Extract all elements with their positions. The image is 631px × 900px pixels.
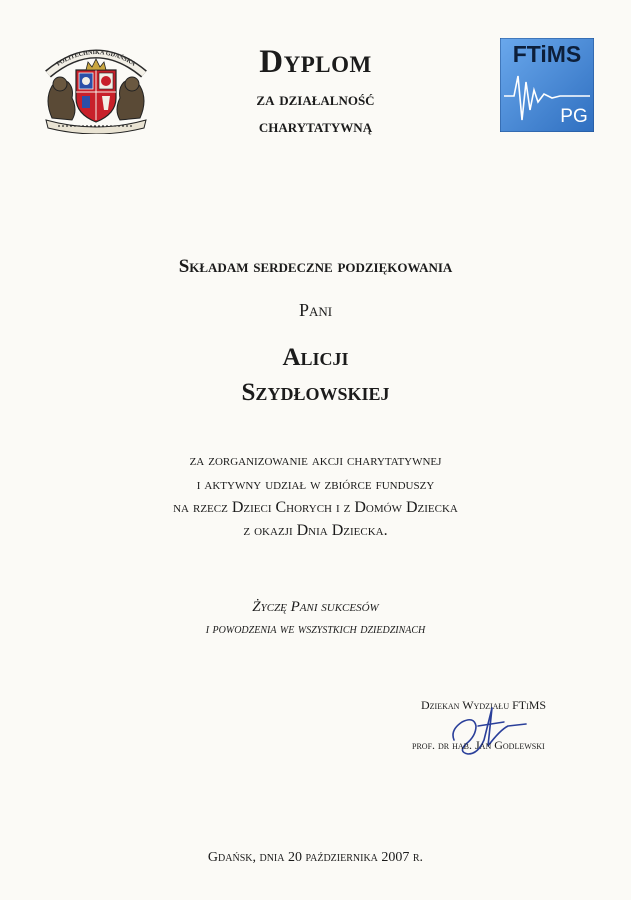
recipient-first-name: Alicji bbox=[282, 344, 349, 371]
citation-line3: na rzecz Dzieci Chorych i z Domów Dziecka bbox=[173, 499, 458, 516]
diploma-title: Dyplom bbox=[259, 44, 372, 80]
salutation: Pani bbox=[298, 300, 333, 320]
diploma-subtitle-line1: za działalność bbox=[256, 89, 375, 110]
signatory-name: prof. dr hab. Jan Godlewski bbox=[412, 738, 545, 752]
diploma-subtitle-line2: charytatywną bbox=[258, 116, 373, 137]
signatory-role: Dziekan Wydziału FTiMS bbox=[421, 698, 547, 712]
citation-line1: za zorganizowanie akcji charytatywnej bbox=[189, 452, 442, 469]
seal-ring-text: POLITECHNIKA GDAŃSKA bbox=[55, 48, 137, 68]
citation-line4: z okazji Dnia Dziecka. bbox=[243, 522, 388, 539]
citation-line2: i aktywny udział w zbiórce funduszy bbox=[196, 476, 435, 493]
place-and-date: Gdańsk, dnia 20 października 2007 r. bbox=[207, 850, 424, 865]
logo-text-pg: PG bbox=[560, 106, 588, 127]
recipient-last-name: Szydłowskiej bbox=[241, 379, 390, 406]
wishes-line1: Życzę Pani sukcesów bbox=[252, 599, 379, 615]
wishes-line2: i powodzenia we wszystkich dziedzinach bbox=[205, 622, 426, 637]
logo-text-ftims: FTiMS bbox=[512, 41, 582, 67]
thanks-line: Składam serdeczne podziękowania bbox=[178, 256, 453, 277]
